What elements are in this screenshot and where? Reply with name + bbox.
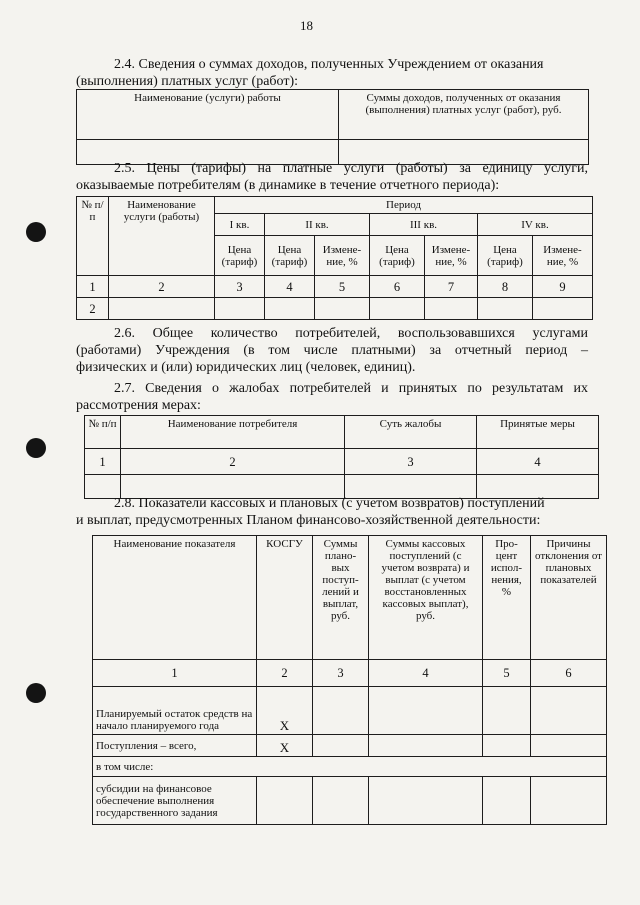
table-cell [369, 777, 483, 825]
table-cell [369, 735, 483, 757]
col-number: 5 [483, 660, 531, 687]
table-cell [313, 735, 369, 757]
col-number: 4 [477, 449, 599, 475]
table-cell [370, 298, 425, 320]
col-header-no: № п/п [85, 416, 121, 449]
col-header-essence: Суть жалобы [345, 416, 477, 449]
col-number: 4 [369, 660, 483, 687]
punch-hole-marker [26, 683, 46, 703]
col-number: 1 [93, 660, 257, 687]
change-header: Измене- ние, % [425, 236, 478, 276]
col-header-measures: Принятые меры [477, 416, 599, 449]
page-number: 18 [300, 18, 313, 33]
col-header-consumer: Наименование потребителя [121, 416, 345, 449]
table-cell [533, 298, 593, 320]
row-planned-balance: Планируемый остаток средств на начало планируемого года [93, 687, 257, 735]
quarter-3: III кв. [370, 214, 478, 236]
price-header: Цена (тариф) [370, 236, 425, 276]
col-number: 2 [109, 276, 215, 298]
table-cell [313, 777, 369, 825]
quarter-2: II кв. [265, 214, 370, 236]
table-cell [478, 298, 533, 320]
section-2-5-heading-cont: оказываемые потребителям (в динамике в течение отчетного периода): [76, 178, 500, 193]
row-number: 2 [77, 298, 109, 320]
table-cell [483, 687, 531, 735]
col-header-indicator: Наименование показателя [93, 536, 257, 660]
col-number: 3 [345, 449, 477, 475]
section-2-8-heading: 2.8. Показатели кассовых и плановых (с учетом возвратов) поступлений и выплат, предусмотренных Планом финансово-хозяйственной деятельности: [76, 496, 545, 528]
col-header-plan: Суммы плано- вых поступ- лений и выплат, руб. [313, 536, 369, 660]
table-cell [257, 777, 313, 825]
kosgu-x-mark: X [257, 687, 313, 735]
col-header-kosgu: КОСГУ [257, 536, 313, 660]
table-cell [313, 687, 369, 735]
table-cell [109, 298, 215, 320]
kosgu-x-mark: X [257, 735, 313, 757]
col-number: 4 [265, 276, 315, 298]
section-2-6-paragraph: 2.6. Общее количество потребителей, воспользовавшихся услугами (работами) Учреждения (в том числе платными) за отчетный период – физических и (или) юридических лиц (человек, единиц). [76, 326, 588, 375]
change-header: Измене- ние, % [533, 236, 593, 276]
table-cell [531, 735, 607, 757]
price-header: Цена (тариф) [215, 236, 265, 276]
price-header: Цена (тариф) [265, 236, 315, 276]
section-2-5-heading: 2.5. Цены (тарифы) на платные услуги (работы) за единицу услуги, [114, 161, 588, 176]
table-cell [531, 777, 607, 825]
table-cell [483, 735, 531, 757]
table-cell [531, 687, 607, 735]
price-header: Цена (тариф) [478, 236, 533, 276]
row-receipts-total: Поступления – всего, [93, 735, 257, 757]
section-2-7-heading: 2.7. Сведения о жалобах потребителей и принятых по результатам их рассмотрения мерах: [76, 381, 588, 413]
col-number: 3 [313, 660, 369, 687]
section-2-4-heading: 2.4. Сведения о суммах доходов, полученных Учреждением от оказания (выполнения) платных услуг (работ): [76, 57, 544, 89]
col-header-income: Суммы доходов, полученных от оказания (выполнения) платных услуг (работ), руб. [339, 90, 589, 140]
col-number: 9 [533, 276, 593, 298]
quarter-4: IV кв. [478, 214, 593, 236]
change-header: Измене- ние, % [315, 236, 370, 276]
table-cell [483, 777, 531, 825]
table-cell [215, 298, 265, 320]
col-number: 8 [478, 276, 533, 298]
col-number: 2 [121, 449, 345, 475]
col-number: 6 [531, 660, 607, 687]
table-cell [369, 687, 483, 735]
quarter-1: I кв. [215, 214, 265, 236]
col-header-reasons: Причины отклонения от плановых показателей [531, 536, 607, 660]
col-header-percent: Про- цент испол- нения, % [483, 536, 531, 660]
punch-hole-marker [26, 438, 46, 458]
col-number: 5 [315, 276, 370, 298]
punch-hole-marker [26, 222, 46, 242]
col-header-no: № п/п [77, 197, 109, 276]
table-cell [425, 298, 478, 320]
complaints-table [84, 415, 599, 499]
col-header-period: Период [215, 197, 593, 214]
col-number: 1 [77, 276, 109, 298]
row-subsidies: субсидии на финансовое обеспечение выполнения государственного задания [93, 777, 257, 825]
income-table [76, 89, 589, 165]
table-cell [315, 298, 370, 320]
prices-table [76, 196, 593, 320]
col-number: 2 [257, 660, 313, 687]
col-header-name: Наименование услуги (работы) [109, 197, 215, 276]
table-cell [265, 298, 315, 320]
col-number: 3 [215, 276, 265, 298]
indicators-table [92, 535, 607, 825]
col-number: 7 [425, 276, 478, 298]
col-header-cash: Суммы кассовых поступлений (с учетом возврата) и выплат (с учетом восстановленных кассовых выплат), руб. [369, 536, 483, 660]
row-including: в том числе: [93, 757, 607, 777]
col-number: 1 [85, 449, 121, 475]
col-header-service: Наименование (услуги) работы [77, 90, 339, 140]
col-number: 6 [370, 276, 425, 298]
